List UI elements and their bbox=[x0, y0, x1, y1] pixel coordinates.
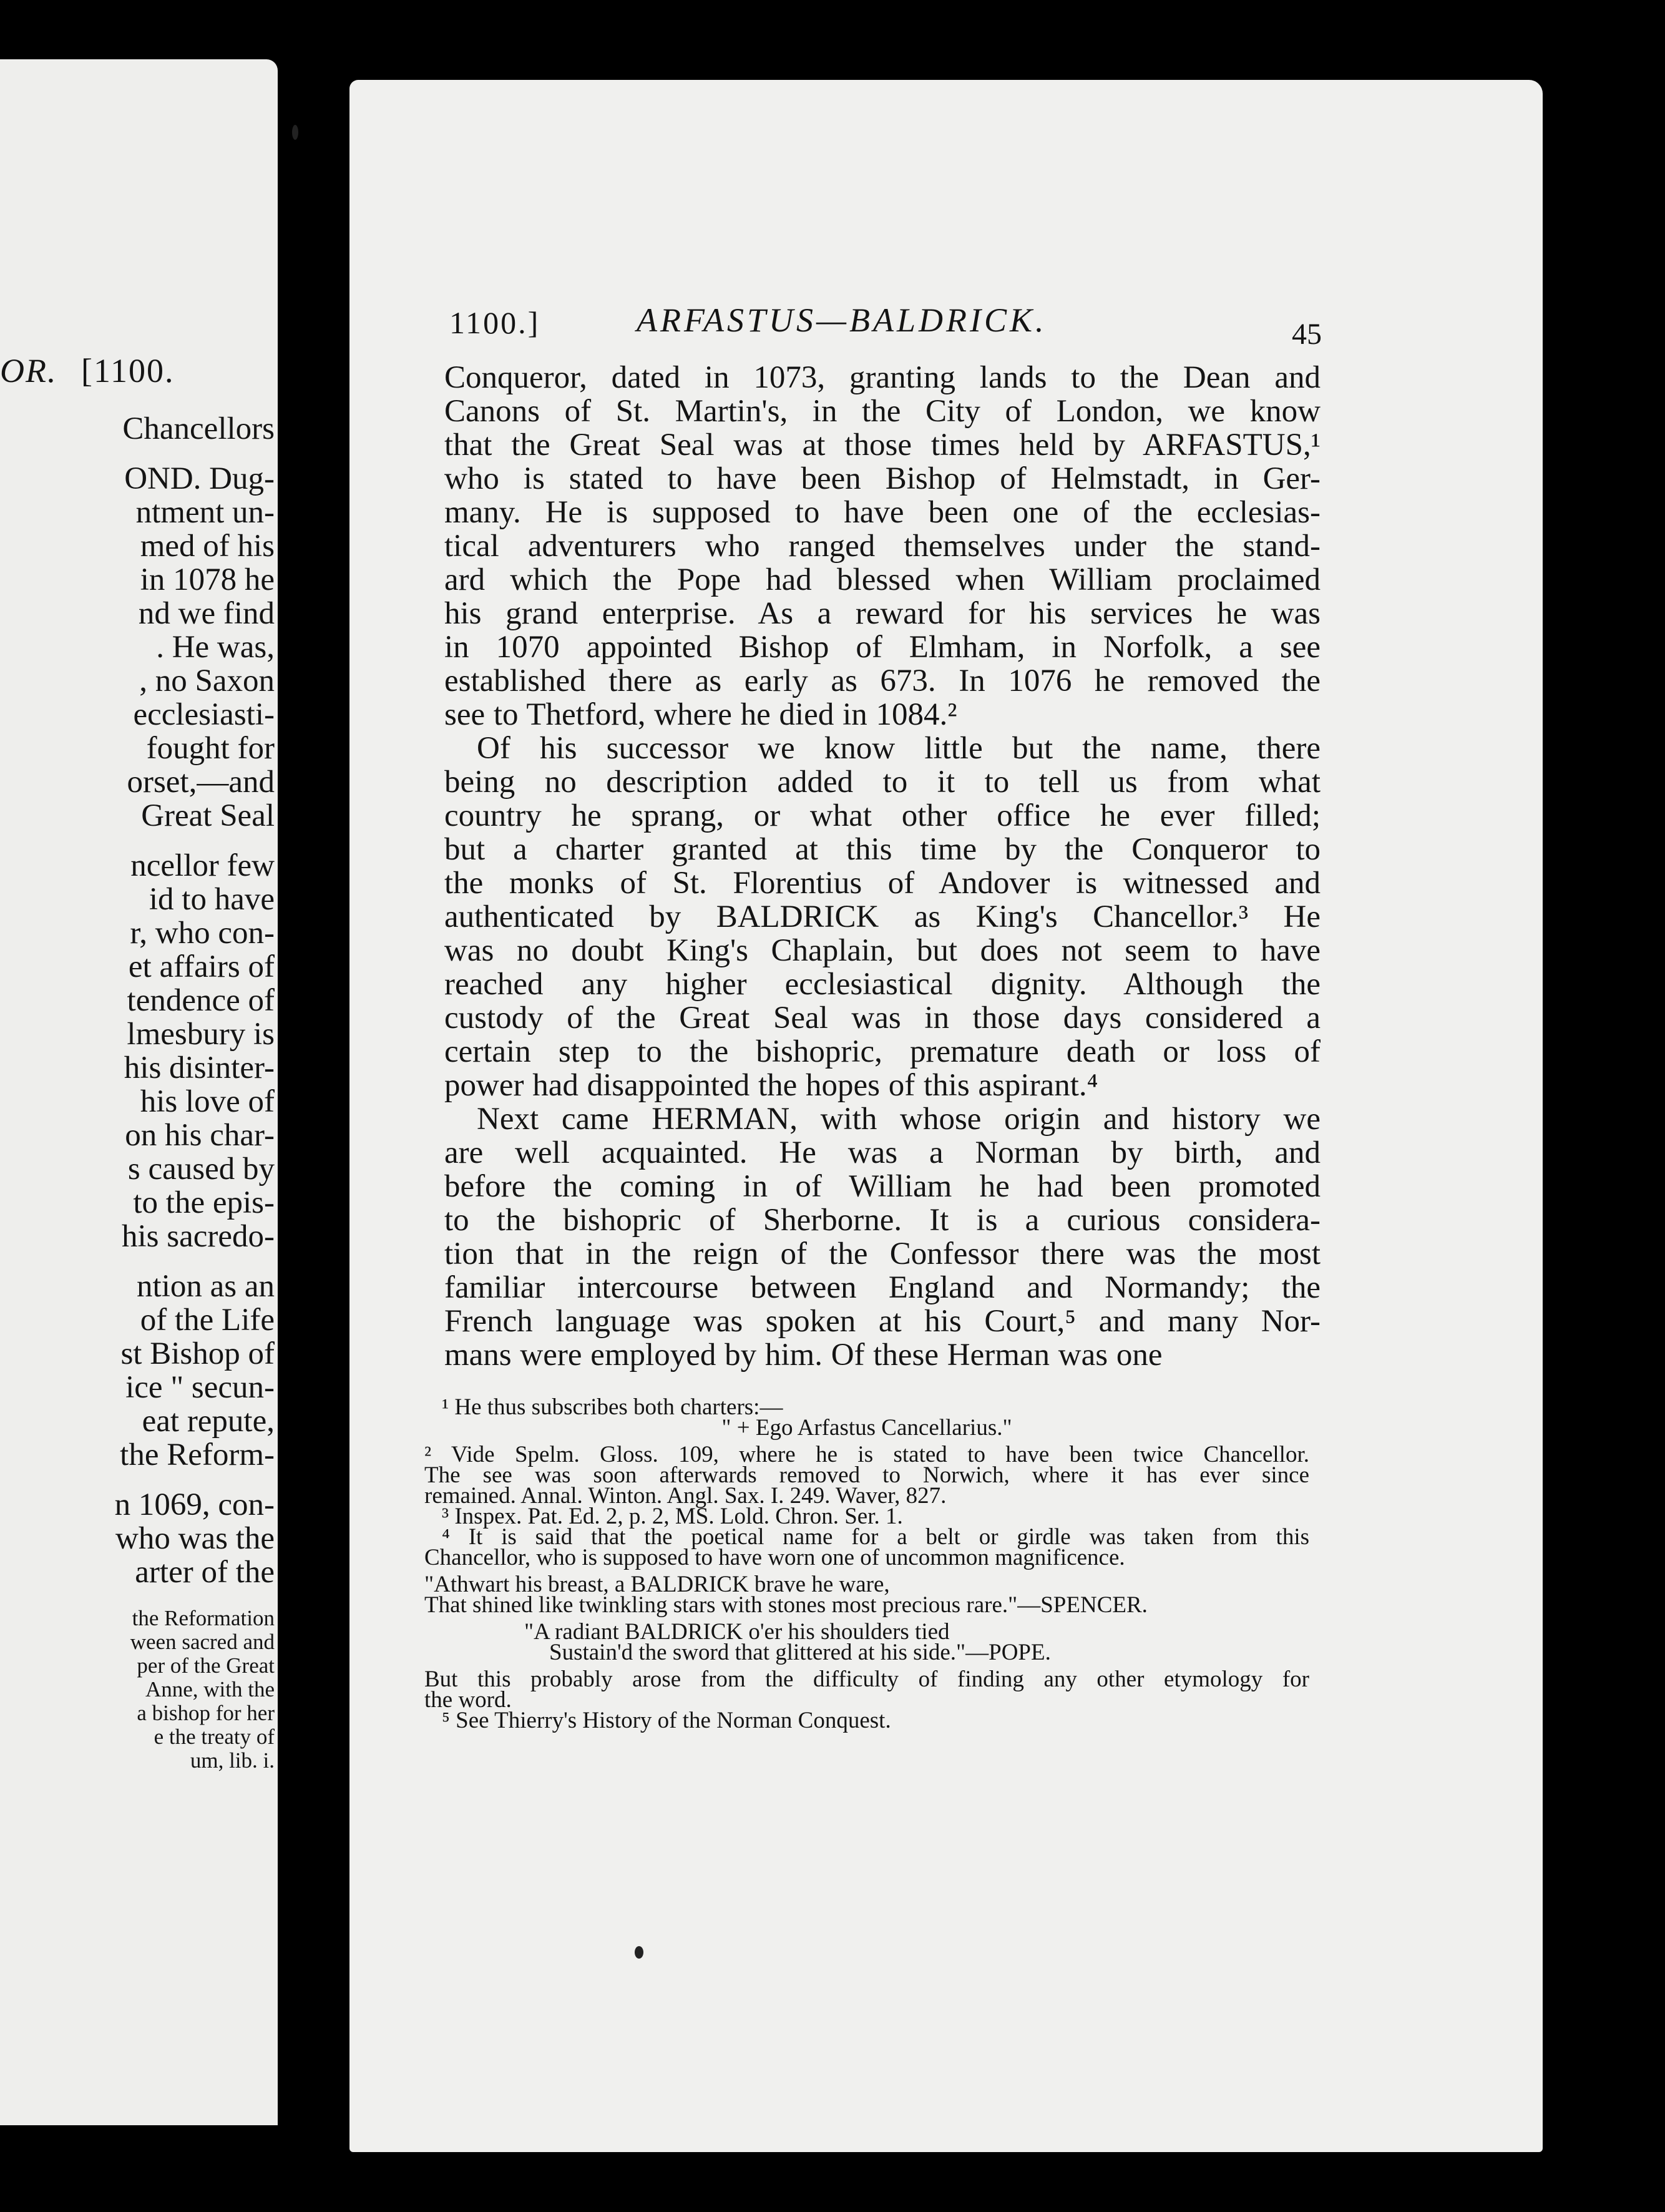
previous-page-line: tendence of bbox=[127, 983, 275, 1018]
footnote-line: "A radiant BALDRICK o'er his shoulders tied bbox=[524, 1619, 950, 1645]
footnote-line: " + Ego Arfastus Cancellarius." bbox=[721, 1415, 1012, 1441]
previous-page-line: his love of bbox=[140, 1084, 275, 1119]
previous-page-line: ncellor few bbox=[130, 848, 275, 883]
body-line: Next came HERMAN, with whose origin and history we bbox=[477, 1102, 1321, 1137]
running-head bbox=[449, 301, 1322, 351]
previous-page-line: eat repute, bbox=[142, 1404, 275, 1439]
previous-page-line: fought for bbox=[146, 731, 275, 766]
previous-page-line: his disinter- bbox=[124, 1050, 275, 1085]
footnote-line: remained. Annal. Winton. Angl. Sax. I. 249. Waver, 827. bbox=[424, 1483, 947, 1509]
body-line: familiar intercourse between England and Normandy; the bbox=[444, 1270, 1321, 1305]
previous-page-footnote-line: um, lib. i. bbox=[190, 1748, 275, 1773]
body-line: that the Great Seal was at those times held by ARFASTUS,¹ bbox=[444, 428, 1321, 462]
body-line: certain step to the bishopric, premature death or loss of bbox=[444, 1034, 1321, 1069]
body-line: French language was spoken at his Court,⁵ and many Nor- bbox=[444, 1304, 1321, 1339]
previous-page-line: ntion as an bbox=[137, 1269, 275, 1304]
body-line: the monks of St. Florentius of Andover is witnessed and bbox=[444, 866, 1321, 901]
body-line: Conqueror, dated in 1073, granting lands to the Dean and bbox=[444, 360, 1321, 395]
previous-page-header-left: OR. bbox=[0, 352, 57, 389]
body-line: reached any higher ecclesiastical dignity. Although the bbox=[444, 967, 1321, 1002]
previous-page-footnote-line: Anne, with the bbox=[145, 1677, 275, 1701]
body-line: Of his successor we know little but the name, there bbox=[477, 731, 1321, 766]
previous-page-line: . He was, bbox=[156, 630, 275, 665]
footnote-line: "Athwart his breast, a BALDRICK brave he ware, bbox=[424, 1572, 890, 1597]
body-line: mans were employed by him. Of these Herman was one bbox=[444, 1338, 1163, 1373]
previous-page-line: Chancellors bbox=[122, 411, 275, 446]
previous-page-line: on his char- bbox=[125, 1118, 275, 1153]
page-number: 45 bbox=[1292, 318, 1322, 351]
previous-page-line: arter of the bbox=[135, 1555, 275, 1590]
previous-page-line: n 1069, con- bbox=[114, 1487, 275, 1522]
body-line: ard which the Pope had blessed when William proclaimed bbox=[444, 562, 1321, 597]
previous-page-footnote-line: the Reformation bbox=[132, 1606, 275, 1630]
footnote-line: ¹ He thus subscribes both charters:— bbox=[442, 1394, 783, 1420]
previous-page-line: s caused by bbox=[127, 1152, 275, 1187]
footnote-line: Sustain'd the sword that glittered at his side."—POPE. bbox=[549, 1640, 1051, 1665]
previous-page-line: who was the bbox=[115, 1521, 275, 1556]
ink-speck bbox=[292, 125, 298, 140]
footnote-line: The see was soon afterwards removed to Norwich, where it has ever since bbox=[424, 1462, 1309, 1488]
previous-page-footnote-line: per of the Great bbox=[137, 1653, 275, 1678]
body-line: see to Thetford, where he died in 1084.² bbox=[444, 697, 957, 732]
body-line: but a charter granted at this time by the Conqueror to bbox=[444, 832, 1321, 867]
body-line: custody of the Great Seal was in those days considered a bbox=[444, 1001, 1321, 1035]
footnote-line: Chancellor, who is supposed to have worn one of uncommon magnificence. bbox=[424, 1545, 1125, 1570]
body-line: authenticated by BALDRICK as King's Chancellor.³ He bbox=[444, 899, 1321, 934]
previous-page-line: et affairs of bbox=[128, 949, 275, 984]
body-line: are well acquainted. He was a Norman by birth, and bbox=[444, 1135, 1321, 1170]
previous-page-line: in 1078 he bbox=[140, 562, 275, 597]
previous-page-line: ice " secun- bbox=[125, 1370, 275, 1405]
footnotes bbox=[424, 1394, 1309, 1733]
footnote-line: ⁴ It is said that the poetical name for a belt or girdle was taken from this bbox=[442, 1524, 1309, 1550]
previous-page-line: id to have bbox=[149, 882, 275, 917]
body-line: established there as early as 673. In 1076 he removed the bbox=[444, 663, 1321, 698]
running-head-year: 1100.] bbox=[449, 305, 540, 340]
footnote-line: ⁵ See Thierry's History of the Norman Conquest. bbox=[442, 1708, 891, 1733]
body-line: tical adventurers who ranged themselves under the stand- bbox=[444, 529, 1321, 564]
previous-page-line: OND. Dug- bbox=[124, 461, 275, 496]
previous-page-line: Great Seal bbox=[141, 798, 275, 833]
body-line: Canons of St. Martin's, in the City of London, we know bbox=[444, 394, 1321, 429]
footnote-line: ³ Inspex. Pat. Ed. 2, p. 2, MS. Lold. Chron. Ser. 1. bbox=[442, 1504, 903, 1529]
previous-page-line: , no Saxon bbox=[139, 663, 275, 698]
previous-page-fragment bbox=[0, 59, 278, 2125]
running-head-title: ARFASTUS—BALDRICK. bbox=[637, 301, 1047, 339]
footnote-line: ² Vide Spelm. Gloss. 109, where he is stated to have been twice Chancellor. bbox=[424, 1442, 1309, 1467]
body-line: being no description added to it to tell us from what bbox=[444, 765, 1321, 800]
body-line: his grand enterprise. As a reward for his services he was bbox=[444, 596, 1321, 631]
previous-page-line: orset,—and bbox=[127, 765, 275, 800]
body-line: before the coming in of William he had been promoted bbox=[444, 1169, 1321, 1204]
previous-page-footnote-line: e the treaty of bbox=[154, 1725, 275, 1749]
body-line: power had disappointed the hopes of this aspirant.⁴ bbox=[444, 1068, 1098, 1103]
previous-page-line: st Bishop of bbox=[120, 1336, 275, 1371]
previous-page-line: of the Life bbox=[140, 1303, 275, 1338]
footnote-line: the word. bbox=[424, 1687, 512, 1713]
body-text bbox=[444, 361, 1321, 1372]
body-line: who is stated to have been Bishop of Helmstadt, in Ger- bbox=[444, 461, 1321, 496]
footnote-line: That shined like twinkling stars with stones most precious rare."—SPENCER. bbox=[424, 1592, 1148, 1618]
ink-speck bbox=[635, 1946, 643, 1959]
body-line: tion that in the reign of the Confessor there was the most bbox=[444, 1236, 1321, 1271]
previous-page-line: to the epis- bbox=[133, 1185, 275, 1220]
previous-page-line: med of his bbox=[140, 529, 275, 564]
previous-page-footnote-line: ween sacred and bbox=[130, 1630, 275, 1654]
previous-page-line: ntment un- bbox=[135, 495, 275, 530]
previous-page-line: lmesbury is bbox=[127, 1017, 275, 1052]
previous-page-line: the Reform- bbox=[120, 1437, 275, 1472]
previous-page-line: nd we find bbox=[138, 596, 275, 631]
body-line: to the bishopric of Sherborne. It is a curious considera- bbox=[444, 1203, 1321, 1238]
previous-page-line: his sacredo- bbox=[122, 1219, 275, 1254]
body-line: was no doubt King's Chaplain, but does not seem to have bbox=[444, 933, 1321, 968]
body-line: many. He is supposed to have been one of the ecclesias- bbox=[444, 495, 1321, 530]
previous-page-header-right: [1100. bbox=[81, 352, 175, 389]
previous-page-footnote-line: a bishop for her bbox=[137, 1701, 275, 1725]
footnote-line: But this probably arose from the difficulty of finding any other etymology for bbox=[424, 1666, 1309, 1692]
previous-page-line: r, who con- bbox=[130, 916, 275, 951]
body-line: country he sprang, or what other office he ever filled; bbox=[444, 798, 1321, 833]
previous-page-line: ecclesiasti- bbox=[133, 697, 275, 732]
body-line: in 1070 appointed Bishop of Elmham, in Norfolk, a see bbox=[444, 630, 1321, 665]
